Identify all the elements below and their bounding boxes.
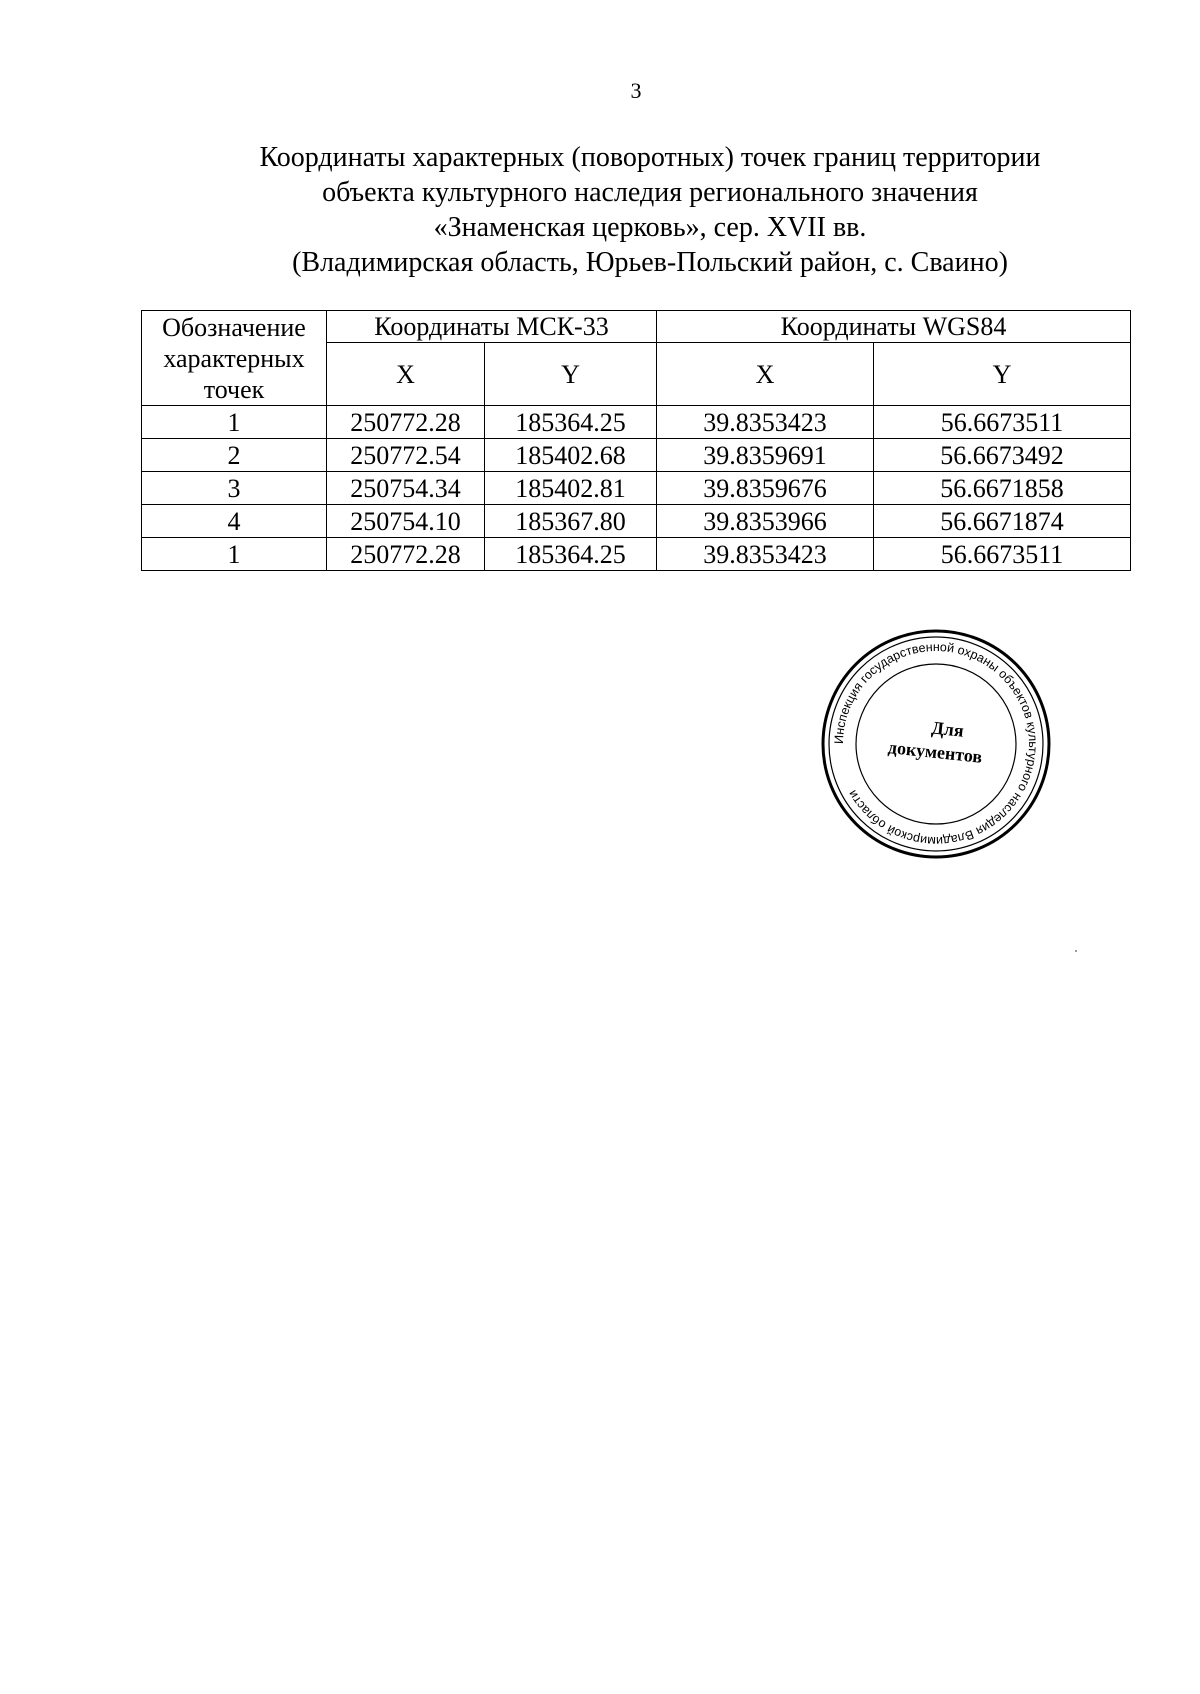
wgs84-x-cell: 39.8359676 (657, 472, 874, 505)
point-cell: 1 (142, 538, 327, 571)
point-cell: 4 (142, 505, 327, 538)
msk33-x-cell: 250772.54 (327, 439, 485, 472)
stamp-center-line-2: документов (887, 737, 984, 767)
point-cell: 1 (142, 406, 327, 439)
wgs84-x-cell: 39.8353423 (657, 406, 874, 439)
stamp-ring-text: Инспекция государственной охраны объектов культурного наследия Владимирской области (831, 639, 1041, 849)
table-row (142, 406, 1131, 439)
table-row (142, 505, 1131, 538)
wgs84-x-header: X (657, 343, 874, 406)
wgs84-x-cell: 39.8353966 (657, 505, 874, 538)
msk33-y-cell: 185367.80 (485, 505, 657, 538)
table-row (142, 472, 1131, 505)
msk33-y-cell: 185402.68 (485, 439, 657, 472)
wgs84-x-cell: 39.8359691 (657, 439, 874, 472)
stamp-center-line-1: Для (930, 717, 965, 741)
msk33-x-header: X (327, 343, 485, 406)
point-designation-header: Обозначение характерных точек (142, 311, 327, 406)
title-line-2: объекта культурного наследия регионального значения (322, 177, 978, 208)
title-line-4: (Владимирская область, Юрьев-Польский район, с. Сваино) (292, 247, 1008, 278)
wgs84-y-cell: 56.6673511 (874, 538, 1131, 571)
msk33-y-header: Y (485, 343, 657, 406)
wgs84-y-cell: 56.6671874 (874, 505, 1131, 538)
table-row (142, 439, 1131, 472)
wgs84-y-cell: 56.6671858 (874, 472, 1131, 505)
msk33-x-cell: 250754.10 (327, 505, 485, 538)
wgs84-x-cell: 39.8353423 (657, 538, 874, 571)
msk33-x-cell: 250772.28 (327, 406, 485, 439)
title-line-3: «Знаменская церковь», сер. XVII вв. (433, 212, 867, 243)
coordinates-table (141, 310, 1131, 571)
title-line-1: Координаты характерных (поворотных) точек границ территории (259, 142, 1041, 173)
msk33-y-cell: 185402.81 (485, 472, 657, 505)
msk33-y-cell: 185364.25 (485, 406, 657, 439)
official-stamp (820, 628, 1052, 860)
table-row (142, 538, 1131, 571)
point-cell: 2 (142, 439, 327, 472)
page-number: 3 (630, 78, 642, 103)
wgs84-y-cell: 56.6673492 (874, 439, 1131, 472)
msk33-x-cell: 250754.34 (327, 472, 485, 505)
msk33-group-header: Координаты МСК-33 (327, 311, 657, 343)
wgs84-y-header: Y (874, 343, 1131, 406)
wgs84-group-header: Координаты WGS84 (657, 311, 1131, 343)
msk33-y-cell: 185364.25 (485, 538, 657, 571)
point-cell: 3 (142, 472, 327, 505)
wgs84-y-cell: 56.6673511 (874, 406, 1131, 439)
document-title (150, 140, 1150, 280)
scan-speck (1075, 950, 1077, 952)
msk33-x-cell: 250772.28 (327, 538, 485, 571)
